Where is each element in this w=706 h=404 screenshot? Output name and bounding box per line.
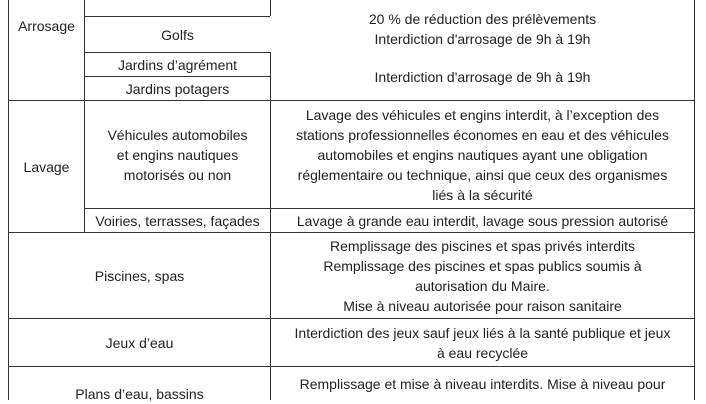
measure-jeux [271, 319, 694, 366]
usage-voiries-label: Voiries, terrasses, façades [95, 212, 260, 229]
measure-vehicules-line: stations professionnelles économes en eau et des véhicules [296, 126, 669, 143]
usage-jardins-potagers-label: Jardins potagers [125, 80, 230, 97]
usage-golfs [85, 17, 270, 52]
measure-piscines-line: Mise à niveau autorisée pour raison sanitaire [343, 297, 622, 314]
usage-jeux [9, 319, 270, 366]
usage-plans-label: Plans d’eau, bassins [75, 386, 204, 402]
measure-jardins [271, 53, 694, 100]
measure-piscines [271, 233, 694, 318]
measure-plans-line: Remplissage et mise à niveau interdits. Mise à niveau pour [299, 376, 666, 392]
measure-plans [271, 374, 694, 400]
measure-vehicules-line: réglementaire ou technique, ainsi que ceux des organismes [297, 166, 668, 183]
measure-jardins-line: Interdiction d'arrosage de 9h à 19h [374, 68, 591, 85]
usage-jardins-agrement [85, 53, 270, 76]
measure-jeux-line: Interdiction des jeux sauf jeux liés à la santé publique et jeux [294, 324, 671, 341]
usage-vehicules-line: motorisés ou non [123, 166, 232, 183]
measure-voiries-line: Lavage à grande eau interdit, lavage sous pression autorisé [296, 212, 669, 229]
measure-golfs-line: 20 % de réduction des prélèvements [368, 11, 597, 27]
usage-jeux-label: Jeux d’eau [105, 334, 174, 351]
category-arrosage-label: Arrosage [18, 18, 75, 34]
usage-piscines-label: Piscines, spas [94, 267, 185, 284]
measure-piscines-line: autorisation du Maire. [415, 277, 550, 294]
measure-vehicules [271, 101, 694, 208]
measure-golfs-line: Interdiction d'arrosage de 9h à 19h [374, 31, 591, 47]
category-arrosage [9, 0, 84, 100]
measure-golfs [271, 0, 694, 52]
measure-vehicules-line: liés à la sécurité [432, 186, 533, 203]
usage-vehicules-line: Véhicules automobiles [107, 126, 248, 143]
category-lavage-label: Lavage [23, 158, 70, 175]
rule-plans-top [8, 366, 694, 367]
usage-jardins-potagers [85, 77, 270, 100]
usage-vehicules-line: et engins nautiques [116, 146, 239, 163]
usage-voiries [85, 209, 270, 232]
category-lavage [9, 101, 84, 232]
measure-piscines-line: Remplissage des piscines et spas publics soumis à [323, 257, 642, 274]
measure-jeux-line: à eau recyclée [436, 344, 529, 361]
measure-voiries [271, 209, 694, 232]
rule-right [694, 0, 695, 400]
measure-vehicules-line: Lavage des véhicules et engins interdit, à l’exception des [305, 106, 660, 123]
usage-vehicules [85, 101, 270, 208]
usage-golfs-label: Golfs [161, 26, 194, 43]
usage-plans [9, 376, 270, 400]
measure-piscines-line: Remplissage des piscines et spas privés interdits [329, 237, 636, 254]
usage-piscines [9, 233, 270, 318]
usage-jardins-agrement-label: Jardins d’agrément [117, 56, 238, 73]
measure-vehicules-line: automobiles et engins nautiques ayant une obligation [317, 146, 648, 163]
